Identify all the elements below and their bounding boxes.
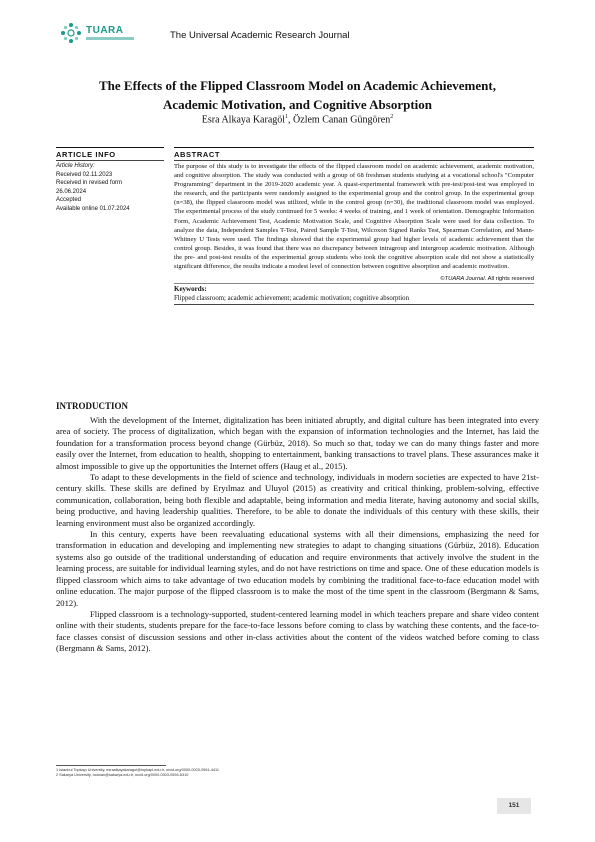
introduction-body (56, 415, 539, 655)
author-1-affiliation-mark: 1 (285, 114, 289, 120)
intro-paragraph-3: In this century, experts have been reevaluating educational systems with all their dimensions, emphasizing the need for transformation in education and developing and implementing new strategies to adapt to changing situations (Gürbüz, 2018). Education systems also go outside of the traditional understanding of education and require environments that actively involve the student in the learning process, are suitable for individual learning styles, and do not have restrictions on time and space. One of these education models is flipped classroom which aims to take advantage of two education models by combining the traditional face-to-face education model with online education. The major purpose of the flipped classroom is to make the most of the time spent in the classroom (Bergmann & Sams, 2012). (56, 529, 539, 608)
abstract-panel (174, 147, 534, 305)
intro-paragraph-4: Flipped classroom is a technology-supported, student-centered learning model in which teachers prepare and share video content online with their students, students prepare for the face-to-face lessons before coming to class by watching these contents, and the face-to-face classes consist of discussion sessions and other in-class activities about the content of the videos watched before coming to class (Bergmann & Sams, 2012). (56, 608, 539, 654)
journal-header (60, 22, 540, 52)
history-label: Article History: (56, 163, 95, 169)
title-line-2: Academic Motivation, and Cognitive Absorption (162, 97, 433, 112)
copyright-journal: TUARA Journal (444, 276, 485, 283)
logo-text: TUARA (86, 25, 124, 36)
logo-underline (86, 37, 134, 40)
author-1: Esra Alkaya Karagöl (201, 114, 286, 126)
keywords-heading: Keywords: (174, 283, 534, 293)
article-info-panel (56, 147, 164, 214)
footnote-divider (56, 765, 166, 766)
footnote-2: 2 Sakarya University, ocanan@sakarya.edu.tr, orcid.org/0000-0003-0594-6310 (56, 773, 189, 778)
journal-name: The Universal Academic Research Journal (170, 30, 350, 41)
abstract-text: The purpose of this study is to investigate the effects of the flipped classroom model on academic achievement, academic motivation, and cognitive absorption. The study was conducted with a group of 68 freshman students studying at a vocational school's "Computer Programming" department in the 2019-2020 academic year. A quasi-experimental framework with pre-test/post-test was employed in the research, and the participants were randomly assigned to the experimental group and the control group. In the experimental group (n=38), the flipped classroom model was utilized, while in the control group (n=30), the traditional classroom model was employed. The experimental process of the study continued for 5 weeks: 4 weeks of training, and 1 week of orientation. Demographic Information Form, Academic Achievement Test, Academic Motivation Scale, and Cognitive Absorption Scale were used for data collection. To analyze the data, Independent Samples T-Test, Paired Sample T-Test, Wilcoxon Signed Ranks Test, Spearman Correlation, and Mann-Whitney U Tests were used. The findings showed that the experimental group had higher levels of academic achievement than the control group. Besides, it was found that there was no discrepancy between intragroup and intergroup academic motivation. Although the pre- and post-test results of the experimental group students who took the cognitive absorption scale did not show a statistically significant difference, the results indicate a modest level of connection between cognitive absorption and academic motivation. (174, 163, 534, 271)
author-2: Özlem Canan Güngören (293, 114, 391, 126)
page-number: 151 (497, 798, 531, 814)
intro-paragraph-1: With the development of the Internet, digitalization has been initiated abruptly, and digital culture has been integrated into every area of society. The process of digitalization, which began with the expansion of information technologies and the Internet, has laid the foundation for a transformation process beyond change (Gürbüz, 2018). So much so that, today we can do many things faster and more easily over the Internet, from education to health, shopping to entertainment, banking transactions to travel plans. These assurances make it almost impossible to give up the opportunities the Internet offers (Haug et al., 2015). (56, 415, 539, 471)
author-separator: , (288, 114, 294, 126)
abstract-heading: ABSTRACT (174, 147, 534, 161)
footnote-1: 1 İstanbul Topkapı University, esraalkayakaragol@topkapi.edu.tr, orcid.org/0000-0003-0561-4411 (56, 768, 220, 772)
received-date: Received 02.11.2023 (56, 171, 113, 178)
accepted-label: Accepted (56, 197, 82, 204)
intro-paragraph-2: To adapt to these developments in the field of science and technology, individuals in modern societies are expected to have 21st-century skills. These skills are defined by Eryılmaz and Uluyol (2015) as creativity and critical thinking, problem-solving, effective communication, collaboration, being both flexible and adaptable, being information and media literate, having autonomy and social skills, being productive, and having leadership qualities. Therefore, to be able to donate the individuals of this century with these skills, their learning environment must also be organized accordingly. (56, 472, 539, 528)
footnotes (56, 768, 539, 778)
article-history (56, 162, 164, 214)
author-list (40, 114, 555, 125)
introduction-heading: INTRODUCTION (56, 401, 129, 411)
tuara-logo-icon (60, 22, 82, 44)
available-online-date: Available online 01.07.2024 (56, 205, 130, 212)
title-line-1: The Effects of the Flipped Classroom Model on Academic Achievement, (99, 78, 496, 93)
article-title (40, 76, 555, 114)
author-2-affiliation-mark: 2 (390, 114, 394, 120)
copyright-rest: . All rights reserved (484, 276, 534, 283)
revised-date: 26.06.2024 (56, 188, 87, 195)
article-info-heading: ARTICLE INFO (56, 147, 164, 161)
copyright-notice (174, 276, 534, 282)
keywords-list: Flipped classroom; academic achievement; academic motivation; cognitive absorption (174, 295, 534, 305)
copyright-symbol: © (440, 276, 445, 283)
revised-label: Received in revised form (56, 180, 123, 187)
